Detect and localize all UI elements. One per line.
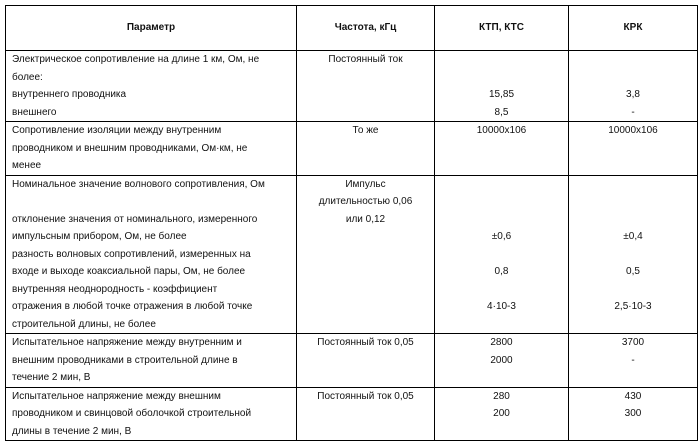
- cell-line: -: [631, 106, 635, 118]
- cell-line: или 0,12: [345, 213, 386, 225]
- cell-line: менее: [12, 160, 42, 171]
- cell-line: 200: [493, 408, 510, 419]
- frequency-cell: [297, 387, 435, 441]
- cell-line: 430: [624, 390, 642, 402]
- cell-line: Постоянный ток 0,05: [317, 337, 414, 348]
- cell-line: отклонение значения от номинального, измеренного: [12, 213, 258, 225]
- ktp-kts-value-cell: [435, 175, 569, 334]
- cell-line: [575, 69, 691, 87]
- cell-line: 2000: [490, 354, 513, 366]
- cell-line: отражения в любой точке отражения в любой точке: [12, 301, 253, 312]
- cell-line: 280: [493, 390, 510, 402]
- cell-line: внутренняя неоднородность - коэффициент: [12, 283, 218, 295]
- parameter-cell: [6, 387, 297, 441]
- cell-line: [575, 211, 691, 229]
- cell-line: Импульс: [345, 178, 386, 190]
- cell-line: Испытательное напряжение между внутренним и: [12, 337, 242, 348]
- cell-line: [12, 193, 290, 211]
- cell-line: [441, 211, 562, 229]
- cell-line: длины в течение 2 мин, В: [12, 425, 132, 437]
- cell-line: 4·10-3: [487, 301, 516, 312]
- header-param: Параметр: [6, 6, 297, 51]
- cell-line: ±0,4: [623, 231, 643, 242]
- frequency-cell: [297, 122, 435, 176]
- krk-value-cell: [569, 175, 698, 334]
- krk-value-cell: [569, 122, 698, 176]
- parameter-cell: [6, 51, 297, 122]
- parameter-cell: [6, 175, 297, 334]
- table-row: [6, 122, 698, 176]
- header-row: [6, 6, 698, 51]
- header-krk: КРК: [569, 6, 698, 51]
- cell-line: 0,5: [626, 266, 640, 277]
- cell-line: 3700: [621, 337, 645, 348]
- parameter-cell: [6, 334, 297, 388]
- krk-value-cell: [569, 387, 698, 441]
- ktp-kts-value-cell: [435, 51, 569, 122]
- cell-line: 2800: [490, 337, 513, 348]
- header-ktp-kts: КТП, КТС: [435, 6, 569, 51]
- cell-line: [575, 176, 691, 194]
- krk-value-cell: [569, 334, 698, 388]
- cell-line: [441, 69, 562, 87]
- table-row: [6, 175, 698, 334]
- cell-line: [441, 281, 562, 299]
- cell-line: более:: [12, 71, 43, 83]
- cell-line: Номинальное значение волнового сопротивления, Ом: [12, 178, 265, 190]
- parameter-cell: [6, 122, 297, 176]
- cell-line: [575, 51, 691, 69]
- cell-line: внешним проводниками в строительной длине в: [12, 354, 238, 366]
- cell-line: внешнего: [12, 106, 57, 118]
- cell-line: 3,8: [626, 89, 640, 100]
- frequency-cell: [297, 334, 435, 388]
- cell-line: Постоянный ток 0,05: [317, 390, 414, 402]
- krk-value-cell: [569, 51, 698, 122]
- cell-line: ±0,6: [491, 231, 512, 242]
- cell-line: То же: [352, 125, 379, 136]
- table-row: [6, 334, 698, 388]
- table-row: [6, 51, 698, 122]
- cell-line: проводником и внешним проводниками, Ом·км, не: [12, 142, 248, 154]
- ktp-kts-value-cell: [435, 387, 569, 441]
- cell-line: 0,8: [494, 266, 509, 277]
- cell-line: Постоянный ток: [328, 54, 403, 65]
- cell-line: -: [631, 354, 635, 366]
- cell-line: [441, 176, 562, 194]
- cell-line: разность волновых сопротивлений, измеренных на: [12, 248, 251, 260]
- cell-line: [441, 246, 562, 264]
- frequency-cell: [297, 175, 435, 334]
- cell-line: 10000х106: [608, 125, 658, 136]
- ktp-kts-value-cell: [435, 334, 569, 388]
- cell-line: проводником и свинцовой оболочкой строительной: [12, 408, 252, 419]
- cell-line: течение 2 мин, В: [12, 372, 91, 383]
- cell-line: [575, 193, 691, 211]
- cell-line: 2,5·10-3: [614, 301, 652, 312]
- cell-line: длительностью 0,06: [318, 196, 413, 207]
- header-frequency: Частота, кГц: [297, 6, 435, 51]
- cell-line: [575, 246, 691, 264]
- cell-line: [441, 193, 562, 211]
- cell-line: Сопротивление изоляции между внутренним: [12, 125, 222, 136]
- cell-line: 10000х106: [476, 125, 527, 136]
- cell-line: входе и выходе коаксиальной пары, Ом, не более: [12, 266, 246, 277]
- cell-line: [441, 51, 562, 69]
- table-row: [6, 387, 698, 441]
- cell-line: строительной длины, не более: [12, 318, 156, 330]
- cell-line: внутреннего проводника: [12, 89, 127, 100]
- ktp-kts-value-cell: [435, 122, 569, 176]
- cell-line: Электрическое сопротивление на длине 1 км, Ом, не: [12, 54, 260, 65]
- cell-line: [575, 281, 691, 299]
- frequency-cell: [297, 51, 435, 122]
- parameters-table: [5, 5, 698, 441]
- cell-line: импульсным прибором, Ом, не более: [12, 231, 187, 242]
- cell-line: 15,85: [488, 89, 515, 100]
- cell-line: 8,5: [494, 106, 509, 118]
- cell-line: 300: [624, 408, 642, 419]
- cell-line: Испытательное напряжение между внешним: [12, 390, 221, 402]
